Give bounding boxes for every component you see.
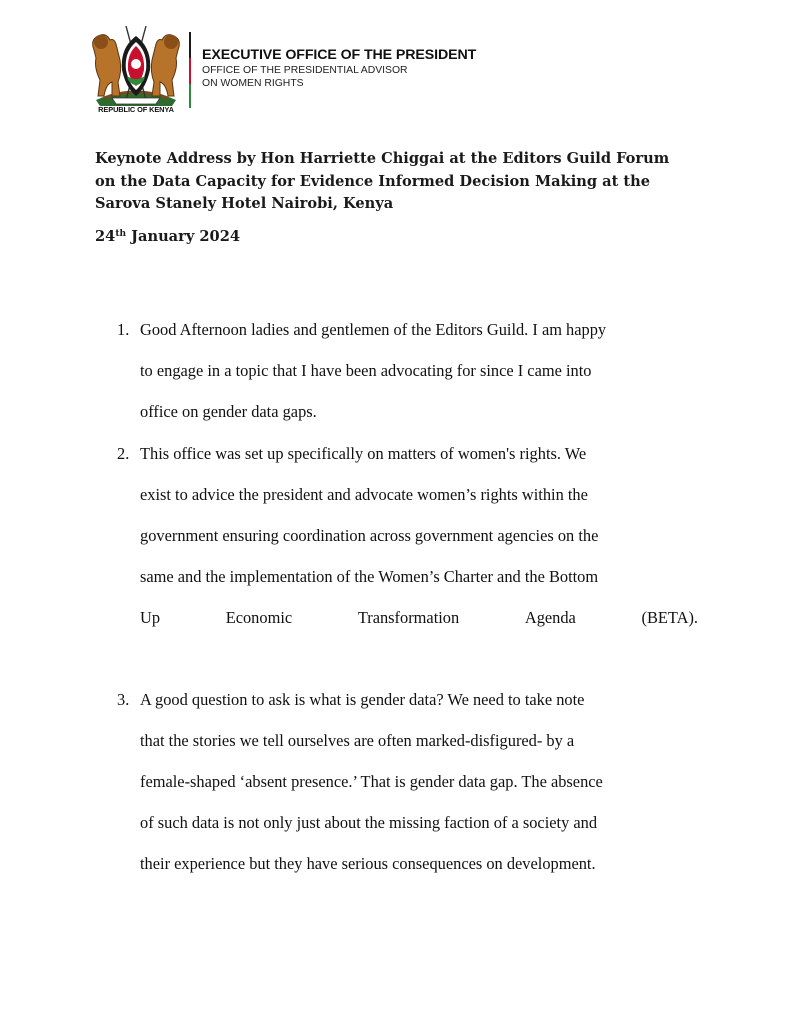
paragraph-line: exist to advice the president and advocate women’s rights within the — [140, 485, 588, 504]
bar-segment-red — [189, 58, 191, 84]
office-subtitle-line-1: OFFICE OF THE PRESIDENTIAL ADVISOR — [202, 65, 408, 76]
crest-caption: REPUBLIC OF KENYA — [98, 105, 174, 114]
paragraph-line: that the stories we tell ourselves are often marked-disfigured- by a — [140, 731, 575, 750]
document-date — [95, 228, 240, 245]
paragraph-line: to engage in a topic that I have been advocating for since I came into — [140, 361, 592, 380]
bar-segment-black — [189, 32, 191, 58]
word: (BETA). — [641, 608, 698, 627]
tricolor-bar — [189, 32, 191, 108]
list-number: 2. — [117, 444, 130, 463]
date-suffix: th — [115, 229, 127, 239]
office-title: EXECUTIVE OFFICE OF THE PRESIDENT — [202, 47, 477, 63]
paragraph-line: Good Afternoon ladies and gentlemen of the Editors Guild. I am happy — [140, 320, 607, 339]
list-number: 1. — [117, 320, 130, 339]
word: Economic — [225, 608, 293, 627]
kenya-coat-of-arms — [86, 20, 186, 116]
paragraph-line: of such data is not only just about the missing faction of a society and — [140, 813, 598, 832]
title-line-3: Sarova Stanely Hotel Nairobi, Kenya — [95, 195, 394, 212]
paragraph-line: government ensuring coordination across government agencies on the — [140, 526, 599, 545]
paragraph-line: their experience but they have serious consequences on development. — [140, 854, 596, 873]
word: Transformation — [357, 608, 460, 627]
title-line-2: on the Data Capacity for Evidence Informed Decision Making at the — [95, 172, 651, 190]
document-title — [95, 148, 715, 216]
coat-of-arms-emblem-icon — [86, 20, 186, 108]
date-month-year: January 2024 — [126, 228, 241, 245]
date-day: 24 — [95, 228, 116, 245]
bar-segment-green — [189, 84, 191, 108]
word: Up — [140, 608, 161, 627]
letterhead — [86, 20, 706, 120]
list-number: 3. — [117, 690, 130, 709]
paragraph-line: female-shaped ‘absent presence.’ That is gender data gap. The absence — [140, 772, 603, 791]
paragraph-line: same and the implementation of the Women’s Charter and the Bottom — [140, 567, 599, 586]
paragraph-line: A good question to ask is what is gender data? We need to take note — [140, 690, 585, 709]
title-line-1: Keynote Address by Hon Harriette Chiggai at the Editors Guild Forum — [95, 150, 670, 167]
paragraph-line: office on gender data gaps. — [140, 402, 317, 421]
office-block — [202, 47, 476, 90]
paragraph-line-justified — [140, 608, 698, 628]
paragraph-line: This office was set up specifically on matters of women's rights. We — [140, 444, 587, 463]
word: Agenda — [524, 608, 576, 627]
office-subtitle-line-2: ON WOMEN RIGHTS — [202, 78, 304, 89]
